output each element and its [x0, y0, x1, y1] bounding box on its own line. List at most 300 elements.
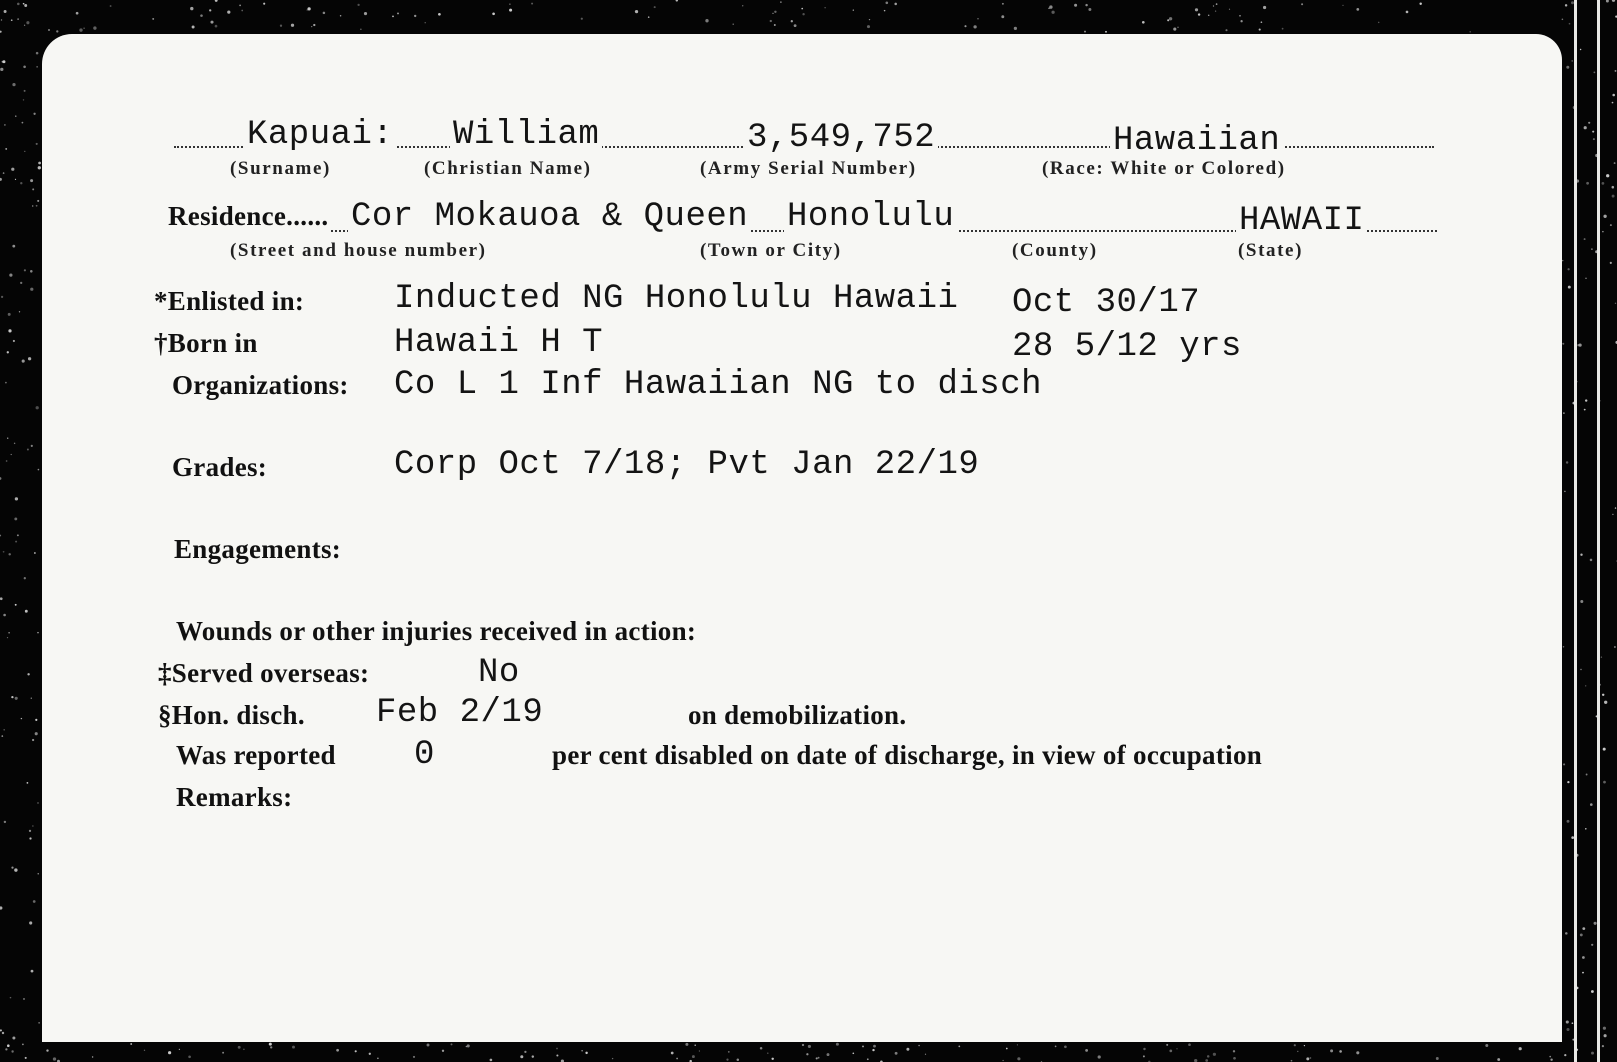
scan-speck [15, 179, 16, 180]
scan-speck [2, 61, 4, 63]
scan-speck [1356, 8, 1359, 11]
scan-speck [24, 25, 25, 26]
scan-speck [467, 1044, 470, 1047]
scan-speck [816, 1057, 818, 1059]
scan-speck [32, 188, 34, 190]
surname-caption: (Surname) [230, 158, 331, 179]
grades-label: Grades: [172, 452, 268, 482]
scan-speck [733, 24, 734, 25]
scan-speck [1225, 29, 1227, 31]
scan-speck [17, 534, 19, 536]
scan-speck [1195, 8, 1198, 11]
race-caption: (Race: White or Colored) [1042, 158, 1286, 179]
served-overseas-label: ‡Served overseas: [158, 658, 370, 688]
scan-speck [4, 124, 6, 126]
scan-speck [1002, 1060, 1003, 1061]
scan-speck [973, 25, 976, 28]
scan-speck [36, 52, 39, 55]
scan-speck [27, 782, 29, 784]
scan-speck [1006, 1048, 1008, 1050]
scan-speck [11, 454, 12, 455]
scan-speck [1306, 1057, 1309, 1060]
scan-speck [21, 718, 22, 719]
scan-speck [451, 1043, 453, 1045]
scan-speck [36, 66, 37, 67]
scan-speck [671, 1052, 674, 1055]
scan-speck [894, 3, 897, 6]
scan-speck [977, 18, 978, 19]
scan-speck [1469, 31, 1471, 33]
christian-name-value: William [450, 116, 602, 154]
scan-speck [7, 1044, 10, 1047]
scan-speck [53, 1057, 56, 1060]
scan-speck [38, 1022, 39, 1023]
scan-speck [862, 1045, 864, 1047]
scan-speck [15, 115, 16, 116]
scan-speck [38, 166, 41, 169]
scan-speck [291, 24, 294, 27]
scan-speck [10, 997, 12, 999]
scan-speck [1098, 1055, 1101, 1058]
scan-speck [824, 7, 825, 8]
scan-speck [307, 7, 310, 10]
scan-speck [1550, 1058, 1552, 1060]
born-age: 28 5/12 yrs [1012, 328, 1242, 366]
scan-speck [413, 1056, 415, 1058]
scan-speck [23, 3, 25, 5]
scan-speck [1215, 10, 1216, 11]
scan-speck [801, 8, 803, 10]
scan-speck [11, 19, 13, 21]
scan-speck [14, 868, 17, 871]
scan-speck [311, 26, 312, 27]
enlisted-label: *Enlisted in: [154, 286, 305, 316]
scan-speck [35, 719, 37, 721]
scan-speck [1330, 1049, 1333, 1052]
town-caption: (Town or City) [700, 240, 842, 261]
scan-speck [15, 604, 17, 606]
scan-speck [0, 906, 2, 909]
scan-speck [774, 24, 776, 26]
scan-speck [685, 1043, 688, 1046]
scan-speck [6, 460, 8, 462]
scan-speck [24, 151, 25, 152]
scan-speck [836, 1043, 839, 1046]
scan-speck [1261, 21, 1263, 23]
scan-speck [1166, 1044, 1168, 1046]
film-edge-line [1597, 0, 1600, 1062]
residence-street-value: Cor Mokauoa & Queen [348, 198, 751, 236]
wounds-label: Wounds or other injuries received in action: [176, 616, 697, 646]
scan-speck [215, 25, 218, 28]
scan-speck [11, 866, 13, 868]
scan-speck [32, 739, 34, 741]
scan-speck [869, 19, 870, 20]
scan-speck [1497, 1058, 1500, 1061]
scan-speck [427, 1044, 430, 1047]
scan-speck [676, 1058, 678, 1060]
scan-speck [818, 1057, 820, 1059]
scan-speck [152, 18, 154, 20]
scan-speck [37, 632, 39, 634]
film-edge-line [1574, 0, 1577, 1062]
scan-speck [24, 90, 26, 92]
scan-speck [340, 15, 342, 17]
scan-speck [17, 18, 19, 20]
scan-speck [369, 1053, 371, 1055]
scan-speck [867, 25, 870, 28]
scan-speck [7, 351, 9, 353]
residence-town-value: Honolulu [784, 198, 957, 236]
scan-speck [9, 274, 12, 277]
scan-speck [425, 22, 426, 23]
scan-speck [726, 1059, 728, 1061]
scan-speck [827, 1053, 830, 1056]
scan-speck [1001, 15, 1004, 18]
scan-speck [238, 1046, 241, 1049]
scan-speck [694, 1044, 695, 1045]
disabled-suffix: per cent disabled on date of discharge, in view of occupation [552, 740, 1263, 770]
army-serial-number-value: 3,549,752 [744, 119, 938, 157]
scan-speck [774, 11, 776, 13]
scan-speck [30, 270, 33, 273]
scan-speck [190, 7, 193, 10]
scan-speck [1208, 15, 1209, 16]
scan-speck [1055, 1046, 1057, 1048]
scan-speck [280, 25, 282, 27]
scan-speck [93, 26, 96, 29]
scan-speck [509, 3, 510, 4]
scan-speck [1048, 8, 1049, 9]
scan-speck [24, 269, 26, 271]
scan-speck [0, 178, 2, 181]
scan-speck [364, 12, 367, 15]
scan-speck [1085, 1049, 1088, 1052]
scan-speck [7, 637, 8, 638]
record-card [42, 34, 1562, 1042]
disabled-value: 0 [414, 736, 435, 774]
scan-speck [1, 19, 2, 20]
scan-speck [1142, 21, 1145, 24]
scan-speck [15, 541, 17, 543]
organizations-value: Co L 1 Inf Hawaiian NG to disch [394, 366, 1043, 404]
scan-speck [524, 1051, 526, 1053]
scan-speck [872, 1049, 874, 1051]
scan-speck [215, 0, 218, 2]
scan-speck [772, 13, 773, 14]
residence-label: Residence...... [168, 201, 329, 231]
scan-speck [635, 10, 638, 13]
scan-speck [25, 610, 28, 613]
scan-speck [1263, 6, 1266, 9]
remarks-label: Remarks: [176, 782, 293, 812]
enlisted-date: Oct 30/17 [1012, 284, 1201, 322]
scan-speck [26, 21, 29, 24]
christian-name-caption: (Christian Name) [424, 158, 592, 179]
scan-speck [397, 12, 399, 14]
serial-caption: (Army Serial Number) [700, 158, 917, 179]
scan-speck [490, 1059, 493, 1062]
scan-speck [292, 1046, 295, 1049]
scan-speck [360, 29, 361, 30]
scan-speck [38, 162, 41, 165]
scan-speck [742, 5, 743, 6]
scan-speck [270, 1046, 272, 1048]
scan-speck [581, 18, 583, 20]
scan-speck [520, 1055, 523, 1058]
scan-speck [20, 282, 22, 284]
scan-speck [1259, 29, 1261, 31]
scan-speck [1188, 1043, 1191, 1046]
scan-speck [23, 998, 24, 999]
scan-speck [239, 5, 241, 7]
scan-speck [33, 113, 35, 115]
scan-speck [34, 552, 36, 554]
scan-speck [1282, 28, 1284, 30]
scan-speck [33, 900, 36, 903]
county-caption: (County) [1012, 240, 1098, 261]
scan-speck [241, 10, 243, 12]
scan-speck [771, 1058, 773, 1060]
scan-speck [12, 83, 15, 86]
scan-speck [1291, 1060, 1293, 1062]
scan-speck [964, 25, 966, 27]
residence-state-value: HAWAII [1236, 202, 1367, 240]
scan-speck [1233, 1050, 1235, 1052]
scan-speck [38, 469, 40, 471]
scan-speck [806, 1053, 808, 1055]
scan-speck [760, 1047, 763, 1050]
scan-speck [20, 182, 22, 184]
scan-speck [11, 1050, 13, 1052]
state-caption: (State) [1238, 240, 1304, 261]
scan-speck [1205, 1059, 1208, 1062]
scan-speck [794, 24, 797, 27]
scan-speck [32, 825, 33, 826]
scan-speck [728, 1051, 730, 1053]
scan-speck [767, 1053, 768, 1054]
scan-speck [336, 1049, 339, 1052]
scan-speck [1216, 3, 1218, 5]
scan-speck [1213, 5, 1214, 6]
scan-speck [895, 1052, 898, 1055]
scan-speck [1301, 3, 1303, 5]
scan-speck [466, 1046, 467, 1047]
scan-speck [648, 16, 650, 18]
scan-speck [1436, 1057, 1439, 1060]
scan-speck [11, 696, 13, 698]
scan-speck [19, 311, 20, 312]
engagements-label: Engagements: [174, 534, 342, 564]
scan-speck [1002, 3, 1004, 5]
scan-speck [24, 4, 27, 7]
scan-speck [22, 360, 25, 363]
scan-speck [0, 31, 2, 33]
scan-speck [8, 632, 10, 634]
scan-speck [1207, 1055, 1210, 1058]
scan-speck [1084, 31, 1086, 33]
scan-speck [243, 1048, 245, 1050]
scan-speck [1485, 1044, 1488, 1047]
scan-speck [76, 12, 79, 15]
scan-speck [36, 205, 38, 207]
scan-speck [13, 340, 15, 342]
scan-speck [1310, 1057, 1312, 1059]
scan-speck [1240, 20, 1242, 22]
scan-speck [1519, 1047, 1522, 1050]
scan-speck [442, 1050, 444, 1052]
scan-speck [438, 13, 441, 16]
scan-speck [30, 288, 33, 291]
scan-speck [144, 1050, 145, 1051]
scan-speck [36, 406, 39, 409]
scan-speck [1356, 1051, 1359, 1054]
organizations-label: Organizations: [172, 370, 349, 400]
scan-speck [873, 1045, 876, 1048]
scan-speck [83, 27, 84, 28]
scan-speck [263, 3, 265, 5]
scan-speck [676, 0, 678, 2]
scan-speck [179, 1049, 180, 1050]
hon-disch-value: Feb 2/19 [376, 694, 544, 732]
scan-speck [357, 4, 359, 6]
scan-speck [7, 438, 8, 439]
scan-speck [23, 66, 26, 69]
right-film-edge [1562, 0, 1617, 1062]
scan-speck [192, 26, 195, 29]
scan-speck [906, 1048, 909, 1051]
scan-speck [15, 697, 18, 700]
scan-speck [5, 382, 7, 384]
scan-speck [307, 9, 308, 10]
scan-speck [3, 60, 6, 63]
scan-speck [5, 1048, 7, 1050]
scan-speck [377, 1058, 379, 1060]
street-caption: (Street and house number) [230, 240, 487, 261]
scan-speck [1088, 8, 1091, 11]
scan-speck [4, 10, 7, 13]
scan-speck [36, 143, 38, 145]
scan-speck [0, 68, 3, 71]
scan-speck [32, 205, 33, 206]
disabled-label: Was reported [176, 740, 336, 770]
scan-speck [22, 1044, 24, 1046]
scan-speck [269, 1043, 272, 1046]
scan-speck [531, 3, 533, 5]
scan-speck [1169, 17, 1172, 20]
scan-speck [168, 1051, 171, 1054]
scan-speck [581, 1050, 582, 1051]
scan-speck [556, 1054, 558, 1056]
scan-speck [1549, 1056, 1551, 1058]
scan-speck [1105, 31, 1107, 33]
scan-speck [532, 1055, 534, 1057]
scan-speck [1342, 5, 1343, 6]
scan-speck [1, 296, 3, 298]
hon-disch-suffix: on demobilization. [688, 700, 907, 730]
scan-speck [79, 28, 82, 31]
scan-speck [1169, 1050, 1172, 1053]
scan-speck [12, 245, 15, 248]
scan-speck [1017, 1057, 1020, 1060]
scan-speck [853, 9, 854, 10]
scan-speck [0, 477, 1, 480]
scan-speck [1233, 1057, 1236, 1060]
scan-speck [35, 732, 38, 735]
scan-speck [23, 99, 24, 100]
scan-speck [0, 1029, 2, 1031]
scan-speck [1014, 27, 1017, 30]
scan-speck [31, 970, 34, 973]
scan-speck [48, 29, 50, 31]
scan-speck [29, 921, 32, 924]
scan-speck [46, 1049, 48, 1051]
scan-speck [492, 12, 495, 15]
scan-speck [38, 873, 39, 874]
scan-speck [1049, 5, 1052, 8]
scan-speck [3, 614, 6, 617]
scan-speck [1085, 4, 1087, 6]
scan-speck [227, 10, 230, 13]
scan-speck [1419, 3, 1421, 5]
scan-speck [705, 19, 708, 22]
scan-speck [867, 1058, 869, 1060]
scan-speck [3, 551, 5, 553]
enlisted-value: Inducted NG Honolulu Hawaii [394, 280, 959, 318]
scan-speck [355, 1050, 357, 1052]
scan-speck [918, 1045, 920, 1047]
scan-speck [1167, 19, 1169, 21]
scan-speck [130, 1043, 132, 1045]
scan-speck [188, 1055, 191, 1058]
scan-speck [2, 1032, 4, 1034]
scan-speck [1339, 1050, 1342, 1053]
scan-speck [852, 1052, 854, 1054]
scan-speck [27, 449, 29, 451]
scan-speck [509, 9, 512, 12]
scan-speck [31, 698, 32, 699]
scan-speck [802, 1044, 804, 1046]
scan-speck [654, 6, 656, 8]
scan-speck [1, 735, 3, 737]
scan-speck [28, 357, 31, 360]
scan-speck [200, 14, 203, 17]
scan-speck [1297, 1051, 1298, 1052]
scan-speck [885, 1, 888, 4]
scan-speck [808, 1045, 811, 1048]
scan-speck [8, 553, 10, 555]
scan-speck [1173, 28, 1176, 31]
scan-speck [27, 673, 29, 675]
surname-value: Kapuai: [244, 116, 396, 154]
scan-speck [699, 1050, 700, 1051]
scan-speck [14, 517, 17, 520]
scan-speck [11, 168, 14, 171]
scan-speck [1017, 1044, 1018, 1045]
scan-speck [692, 1055, 695, 1058]
scan-speck [323, 12, 326, 15]
scan-speck [1229, 9, 1230, 10]
scan-speck [1143, 1055, 1145, 1057]
scan-speck [1198, 13, 1200, 15]
scan-speck [22, 122, 24, 124]
scan-speck [1143, 1048, 1145, 1050]
scan-speck [29, 830, 31, 832]
grades-value: Corp Oct 7/18; Pvt Jan 22/19 [394, 446, 980, 484]
scan-speck [12, 1037, 15, 1040]
scan-speck [25, 1057, 27, 1059]
scan-speck [585, 1052, 587, 1054]
